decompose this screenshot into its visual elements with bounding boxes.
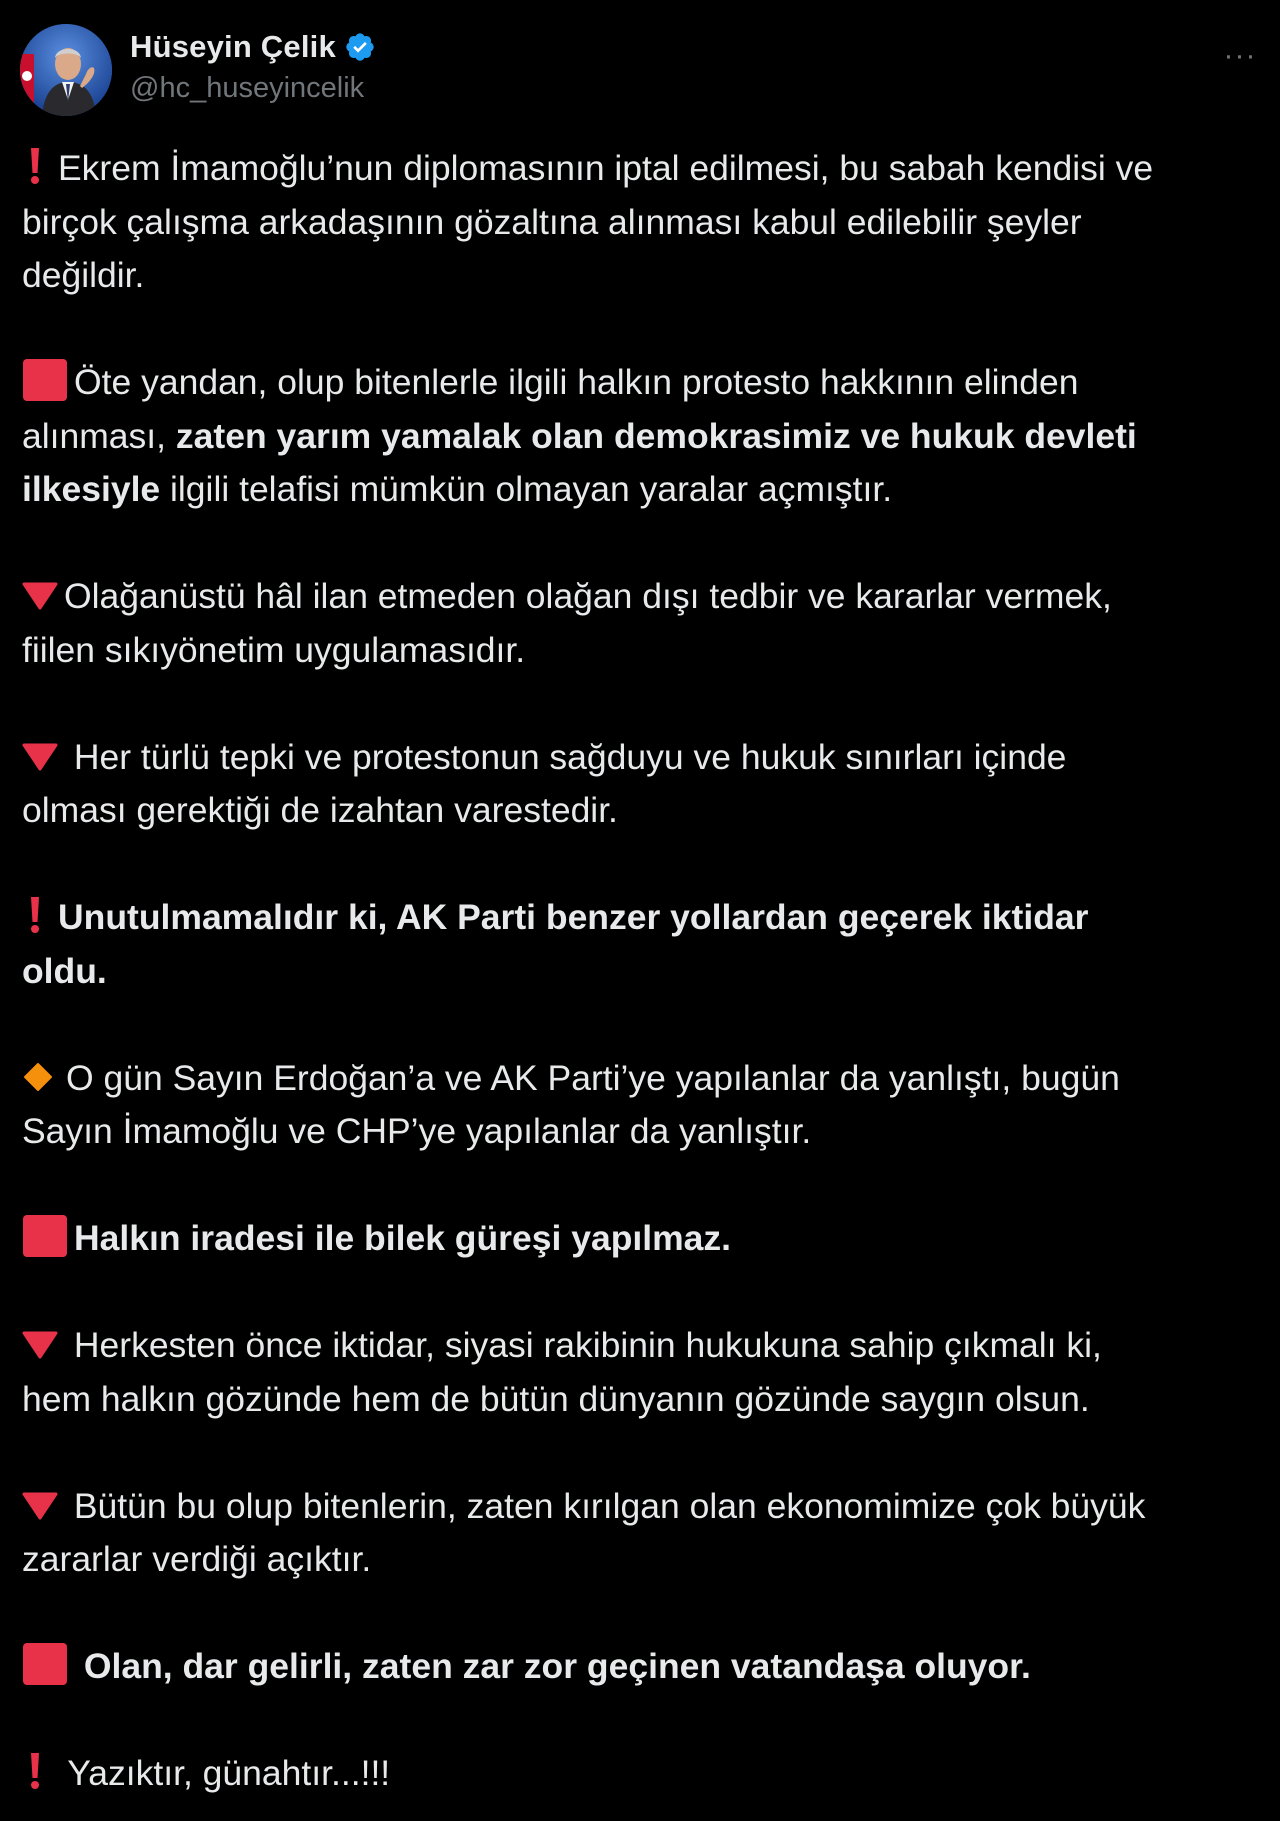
display-name-row: [130, 26, 376, 68]
tweet-line-text: Herkesten önce iktidar, siyasi rakibinin hukukuna sahip çıkmalı ki,: [64, 1325, 1102, 1365]
paragraph-gap: [22, 1266, 1280, 1320]
tweet-line-text: Ekrem İmamoğlu’nun diplomasının iptal edilmesi, bu sabah kendisi ve: [58, 148, 1154, 188]
tweet-header: [20, 24, 1260, 116]
tweet-line-text: O gün Sayın Erdoğan’a ve AK Parti’ye yapılanlar da yanlıştı, bugün: [66, 1057, 1120, 1098]
tweet-line-text: alınması,: [22, 415, 176, 456]
tweet-line-text: Unutulmamalıdır ki, AK Parti benzer yollardan geçerek iktidar: [58, 897, 1089, 937]
red-triangle-down-icon: [22, 741, 58, 771]
tweet-line: [22, 1480, 1280, 1534]
tweet-paragraph: [22, 356, 1280, 517]
tweet-line-text: Yazıktır, günahtır...!!!: [58, 1753, 391, 1793]
tweet-line: [22, 142, 1280, 196]
tweet-paragraph: [22, 1319, 1280, 1426]
tweet-line: [22, 249, 1280, 303]
paragraph-gap: [22, 677, 1280, 731]
tweet-line-text: Bütün bu olup bitenlerin, zaten kırılgan olan ekonomimize çok büyük: [64, 1485, 1146, 1526]
verified-badge-icon: [344, 31, 376, 63]
more-options-icon[interactable]: ···: [1223, 39, 1257, 72]
tweet-line-text: birçok çalışma arkadaşının gözaltına alınması kabul edilebilir şeyler: [22, 201, 1082, 242]
tweet-paragraph: [22, 1212, 1280, 1266]
paragraph-gap: [22, 1694, 1280, 1748]
tweet-line: [22, 196, 1280, 250]
tweet-paragraph: [22, 142, 1280, 303]
tweet-line: [22, 1373, 1280, 1427]
avatar-photo-icon: [20, 24, 112, 116]
tweet-line: [22, 1105, 1280, 1159]
red-square-icon: [22, 1214, 68, 1258]
red-exclamation-icon: [22, 1751, 48, 1791]
tweet-line: [22, 1212, 1280, 1266]
tweet-line-tail-text: ilgili telafisi mümkün olmayan yaralar açmıştır.: [160, 469, 893, 509]
paragraph-gap: [22, 303, 1280, 357]
red-triangle-down-icon: [22, 1490, 58, 1520]
display-name[interactable]: Hüseyin Çelik: [130, 29, 336, 64]
paragraph-gap: [22, 517, 1280, 571]
tweet-line-text: oldu.: [22, 950, 107, 991]
red-square-icon: [22, 358, 68, 402]
tweet-line: [22, 463, 1280, 517]
red-square-icon: [22, 1642, 68, 1686]
tweet-line: [22, 945, 1280, 999]
tweet-paragraph: [22, 731, 1280, 838]
tweet-line: [22, 1319, 1280, 1373]
tweet-line-text: hem halkın gözünde hem de bütün dünyanın gözünde saygın olsun.: [22, 1378, 1090, 1419]
paragraph-gap: [22, 1587, 1280, 1641]
tweet-paragraph: [22, 1640, 1280, 1694]
red-exclamation-icon: [22, 146, 48, 186]
tweet-line: [22, 570, 1280, 624]
tweet-line: [22, 891, 1280, 945]
paragraph-gap: [22, 998, 1280, 1052]
tweet-line-bold-text: zaten yarım yamalak olan demokrasimiz ve hukuk devleti: [175, 415, 1137, 456]
avatar[interactable]: [20, 24, 112, 116]
tweet-line-text: fiilen sıkıyönetim uygulamasıdır.: [22, 629, 526, 670]
tweet-paragraph: [22, 570, 1280, 677]
tweet-line-text: Olağanüstü hâl ilan etmeden olağan dışı tedbir ve kararlar vermek,: [64, 576, 1112, 616]
tweet-line: [22, 731, 1280, 785]
tweet-paragraph: [22, 891, 1280, 998]
tweet-line: [22, 1747, 1280, 1801]
tweet-line: [22, 1052, 1280, 1106]
paragraph-gap: [22, 1159, 1280, 1213]
tweet-line: [22, 1640, 1280, 1694]
tweet-line-text: ilkesiyle: [22, 469, 161, 509]
tweet-line: [22, 784, 1280, 838]
red-triangle-down-icon: [22, 580, 58, 610]
tweet-line: [22, 356, 1280, 410]
author-names: [130, 26, 376, 105]
tweet-line-text: Sayın İmamoğlu ve CHP’ye yapılanlar da yanlıştır.: [22, 1111, 812, 1151]
tweet-line-text: olması gerektiği de izahtan varestedir.: [22, 790, 618, 830]
paragraph-gap: [22, 838, 1280, 892]
tweet-paragraph: [22, 1480, 1280, 1587]
tweet-text: [22, 142, 1280, 1801]
orange-diamond-icon: [22, 1061, 54, 1093]
tweet-line-text: Olan, dar gelirli, zaten zar zor geçinen vatandaşa oluyor.: [74, 1646, 1031, 1686]
paragraph-gap: [22, 1426, 1280, 1480]
tweet-line: [22, 410, 1280, 464]
tweet-paragraph: [22, 1747, 1280, 1801]
red-exclamation-icon: [22, 895, 48, 935]
tweet-line-text: zararlar verdiği açıktır.: [22, 1539, 372, 1579]
handle[interactable]: @hc_huseyincelik: [130, 72, 365, 104]
tweet-paragraph: [22, 1052, 1280, 1159]
tweet-line-text: Halkın iradesi ile bilek güreşi yapılmaz.: [74, 1218, 732, 1258]
tweet-line-text: Her türlü tepki ve protestonun sağduyu ve hukuk sınırları içinde: [64, 736, 1067, 777]
tweet-line-text: Öte yandan, olup bitenlerle ilgili halkın protesto hakkının elinden: [74, 362, 1079, 402]
red-triangle-down-icon: [22, 1329, 58, 1359]
tweet-line: [22, 624, 1280, 678]
tweet-line: [22, 1533, 1280, 1587]
tweet-line-text: değildir.: [22, 255, 145, 295]
